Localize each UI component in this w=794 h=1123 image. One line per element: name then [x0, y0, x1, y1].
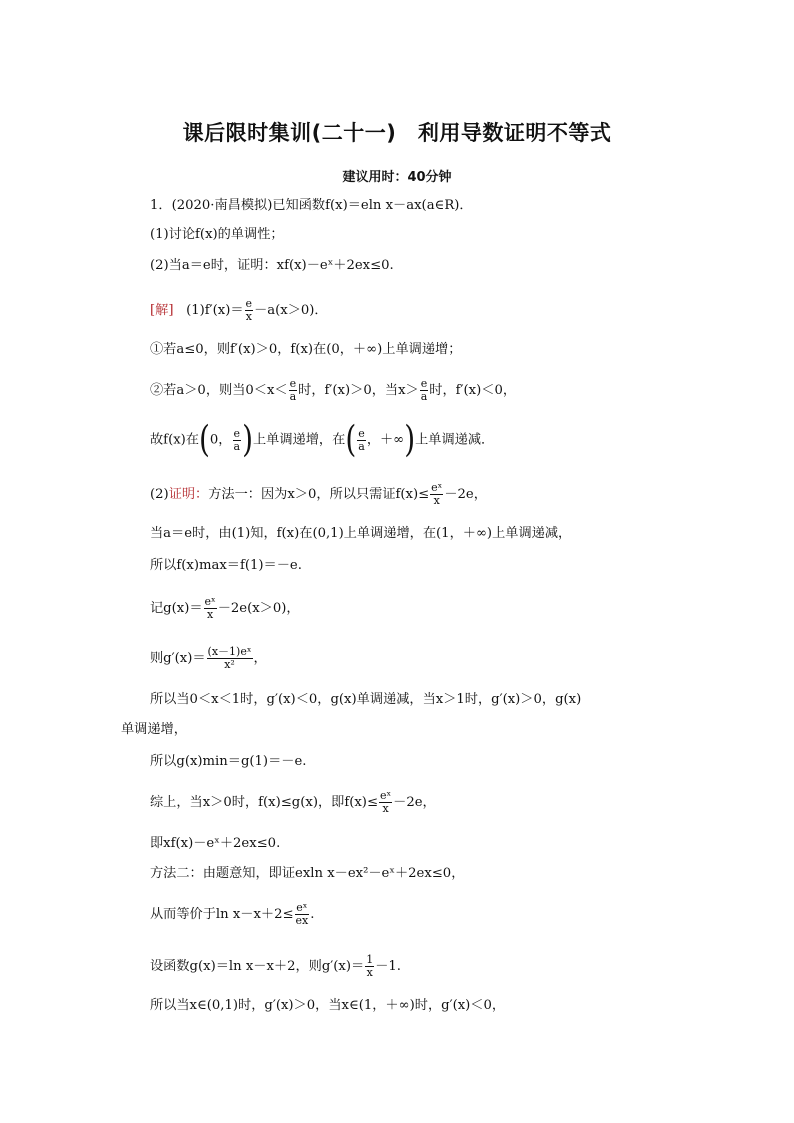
- monotonic-conclusion: 故f(x)在(0， $\frac{e}{a}$ )上单调递增，在( $\frac{e}{a}$ ，＋∞)上单调递减．: [150, 417, 495, 461]
- equivalent-line: 从而等价于ln x－x＋2≤ $\frac{\text{eˣ}}{ex}$ .: [150, 901, 315, 927]
- proof-line: 即xf(x)－eˣ＋2ex≤0.: [150, 836, 281, 851]
- suggested-time: 建议用时：40分钟: [342, 170, 452, 185]
- solution-label: [解]: [150, 303, 174, 318]
- g-derivative: 则g′(x)＝ $\frac{\text{(x－1)eˣ}}{\text{x²}}$ ，: [150, 645, 267, 671]
- proof-line: 所以当x∈(0,1)时，g′(x)＞0，当x∈(1，＋∞)时，g′(x)＜0，: [150, 998, 506, 1013]
- fraction-e-over-a: $\frac{e}{a}$: [420, 377, 428, 403]
- proof-line: 所以f(x)max＝f(1)＝－e.: [150, 558, 302, 573]
- problem-statement: 1．(2020·南昌模拟)已知函数f(x)＝eln x－ax(a∈R)．: [150, 198, 473, 213]
- proof-method-1: (2)证明：方法一：因为x＞0，所以只需证f(x)≤ $\frac{\text{eˣ}}{x}$ －2e，: [150, 481, 487, 507]
- proof-method-2: 方法二：由题意知，即证exln x－ex²－eˣ＋2ex≤0，: [150, 866, 465, 881]
- define-g: 记g(x)＝ $\frac{\text{eˣ}}{x}$ －2e(x＞0)，: [150, 595, 300, 621]
- part-1-question: (1)讨论f(x)的单调性；: [150, 227, 284, 242]
- part-2-question: (2)当a＝e时，证明：xf(x)－eˣ＋2ex≤0.: [150, 258, 394, 273]
- proof-line: 单调递增，: [121, 722, 187, 737]
- fraction-e-over-a: $\frac{e}{a}$: [289, 377, 297, 403]
- case-1-line: ①若a≤0，则f′(x)＞0，f(x)在(0，＋∞)上单调递增；: [150, 342, 462, 357]
- case-2-line: ②若a＞0，则当0＜x＜ $\frac{e}{a}$ 时，f′(x)＞0，当x＞ $\frac{e}{a}$ 时，f′(x)＜0，: [150, 377, 517, 403]
- summary-line: 综上，当x＞0时，f(x)≤g(x)，即f(x)≤ $\frac{\text{eˣ}}{x}$ －2e，: [150, 789, 436, 815]
- proof-line: 所以当0＜x＜1时，g′(x)＜0，g(x)单调递减，当x＞1时，g′(x)＞0，g(x): [150, 692, 582, 707]
- proof-line: 当a＝e时，由(1)知，f(x)在(0,1)上单调递增，在(1，＋∞)上单调递减，: [150, 526, 572, 541]
- fraction-e-over-x: $\frac{e}{x}$: [245, 297, 253, 323]
- proof-line: 所以g(x)min＝g(1)＝－e.: [150, 754, 307, 769]
- proof-label: 证明：: [168, 487, 209, 502]
- define-g-2: 设函数g(x)＝ln x－x＋2，则g′(x)＝ $\frac{1}{x}$ －1.: [150, 953, 401, 979]
- page-title: 课后限时集训(二十一) 利用导数证明不等式: [182, 121, 612, 145]
- solution-line-1: [解] (1)f′(x)＝ $\frac{e}{x}$ －a(x＞0)．: [150, 297, 328, 323]
